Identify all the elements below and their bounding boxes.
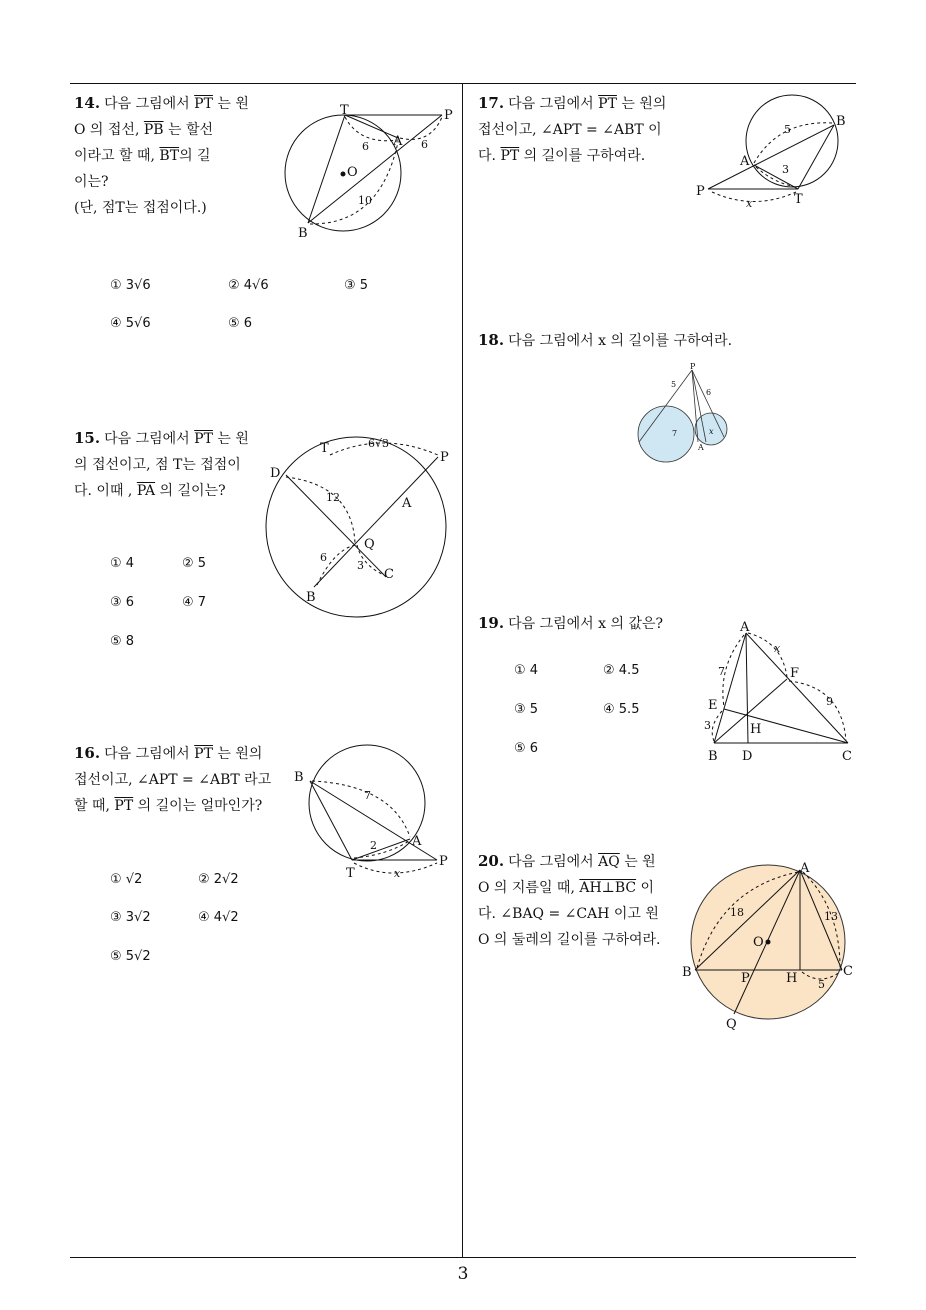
svg-text:5: 5 — [818, 978, 825, 991]
choice-16-3[interactable]: ③ 3√2 — [110, 910, 151, 925]
svg-text:P: P — [439, 854, 448, 869]
choice-14-2[interactable]: ② 4√6 — [228, 278, 269, 293]
top-rule — [70, 83, 856, 84]
svg-text:B: B — [682, 965, 692, 980]
question-19: 19. 다음 그림에서 x 의 값은? — [478, 614, 664, 632]
choice-19-1[interactable]: ① 4 — [514, 663, 539, 678]
svg-text:6: 6 — [706, 388, 712, 397]
choice-15-3[interactable]: ③ 6 — [110, 595, 135, 610]
figure-14 — [280, 100, 460, 240]
label-a: A — [393, 134, 403, 149]
svg-text:Q: Q — [364, 537, 375, 552]
choice-19-3[interactable]: ③ 5 — [514, 702, 539, 717]
question-18: 18. 다음 그림에서 x 의 길이를 구하여라. — [478, 331, 733, 349]
label-p: P — [444, 108, 453, 123]
svg-text:D: D — [270, 466, 281, 481]
svg-text:5: 5 — [671, 380, 677, 389]
choice-14-5[interactable]: ⑤ 6 — [228, 316, 253, 331]
svg-text:5: 5 — [784, 123, 791, 136]
svg-text:F: F — [790, 666, 800, 681]
question-15: 15. 다음 그림에서 $\overline{PT}$ 는 원의 접선이고, 점 T는 접점이다. 이때 , $\overline{PA}$ 의 길이는? — [74, 429, 249, 499]
bottom-rule — [70, 1257, 856, 1258]
label-o: O — [347, 165, 358, 180]
svg-text:T: T — [346, 866, 355, 881]
svg-text:6√3: 6√3 — [368, 437, 390, 450]
segment-bt: $\overline{BT}$ — [159, 148, 180, 164]
svg-text:3: 3 — [782, 163, 789, 176]
segment-pt: $\overline{PT}$ — [194, 96, 213, 112]
svg-text:x: x — [394, 867, 401, 880]
svg-text:7: 7 — [364, 789, 371, 802]
svg-text:B: B — [708, 749, 718, 764]
question-number: 14. — [74, 94, 101, 112]
choice-16-1[interactable]: ① √2 — [110, 872, 143, 887]
choice-16-4[interactable]: ④ 4√2 — [198, 910, 239, 925]
svg-text:B: B — [294, 770, 304, 785]
svg-text:A: A — [800, 861, 810, 876]
svg-text:10: 10 — [358, 194, 372, 207]
choice-19-5[interactable]: ⑤ 6 — [514, 741, 539, 756]
svg-text:C: C — [842, 749, 852, 764]
svg-text:3: 3 — [704, 719, 711, 732]
svg-text:A: A — [740, 154, 750, 169]
svg-text:T: T — [320, 441, 329, 456]
svg-text:H: H — [750, 722, 762, 737]
choice-16-5[interactable]: ⑤ 5√2 — [110, 949, 151, 964]
svg-text:A: A — [402, 496, 412, 511]
svg-text:A: A — [698, 443, 704, 452]
figure-15 — [262, 435, 462, 605]
svg-text:7: 7 — [718, 665, 725, 678]
svg-text:H: H — [786, 971, 798, 986]
svg-text:x: x — [709, 427, 714, 436]
figure-19 — [702, 617, 862, 767]
column-divider — [462, 83, 463, 1258]
choice-19-2[interactable]: ② 4.5 — [603, 663, 640, 678]
svg-text:T: T — [794, 192, 803, 207]
figure-20 — [680, 858, 860, 1038]
choice-15-1[interactable]: ① 4 — [110, 556, 135, 571]
svg-text:Q: Q — [726, 1017, 737, 1032]
svg-text:12: 12 — [326, 491, 340, 504]
question-20: 20. 다음 그림에서 $\overline{AQ}$ 는 원 O 의 지름일 때, AH⊥BC 이다. ∠BAQ = ∠CAH 이고 원 O 의 둘레의 길이를 구하여라. — [478, 852, 661, 948]
svg-text:13: 13 — [824, 910, 838, 923]
question-14: 14. 다음 그림에서 $\overline{PT}$ 는 원 O 의 접선, $\overline{PB}$ 는 할선 이라고 할 때, $\overline{BT}$의 길 이는? (단, 점T는 접점이다.) — [74, 94, 249, 216]
choice-19-4[interactable]: ④ 5.5 — [603, 702, 640, 717]
svg-text:C: C — [384, 567, 394, 582]
choice-15-5[interactable]: ⑤ 8 — [110, 634, 135, 649]
svg-text:2: 2 — [370, 839, 377, 852]
svg-text:P: P — [741, 971, 750, 986]
label-b: B — [298, 226, 308, 241]
choice-14-1[interactable]: ① 3√6 — [110, 278, 151, 293]
svg-text:18: 18 — [730, 906, 744, 919]
choice-16-2[interactable]: ② 2√2 — [198, 872, 239, 887]
question-16: 16. 다음 그림에서 $\overline{PT}$ 는 원의 접선이고, ∠APT = ∠ABT 라고 할 때, $\overline{PT}$ 의 길이는 얼마인가? — [74, 744, 272, 814]
choice-14-3[interactable]: ③ 5 — [344, 278, 369, 293]
svg-text:D: D — [742, 749, 753, 764]
svg-text:B: B — [306, 590, 316, 605]
svg-text:x: x — [774, 642, 781, 655]
svg-text:6: 6 — [320, 551, 327, 564]
svg-text:A: A — [412, 834, 422, 849]
svg-text:6: 6 — [421, 138, 428, 151]
svg-text:O: O — [753, 935, 764, 950]
label-t: T — [340, 103, 349, 118]
svg-text:3: 3 — [357, 559, 364, 572]
page-number: 3 — [457, 1264, 469, 1284]
svg-text:A: A — [740, 620, 750, 635]
svg-text:9: 9 — [826, 695, 833, 708]
svg-text:6: 6 — [362, 140, 369, 153]
svg-text:x: x — [746, 197, 753, 210]
figure-18 — [634, 362, 744, 472]
question-17: 17. 다음 그림에서 $\overline{PT}$ 는 원의 접선이고, ∠APT = ∠ABT 이다. $\overline{PT}$ 의 길이를 구하여라. — [478, 94, 667, 164]
segment-pb: $\overline{PB}$ — [143, 122, 164, 138]
svg-text:E: E — [708, 698, 718, 713]
svg-text:B: B — [836, 114, 846, 129]
choice-15-4[interactable]: ④ 7 — [182, 595, 207, 610]
svg-text:C: C — [843, 964, 853, 979]
figure-17 — [694, 95, 864, 215]
svg-text:P: P — [696, 184, 705, 199]
choice-14-4[interactable]: ④ 5√6 — [110, 316, 151, 331]
svg-text:7: 7 — [672, 429, 678, 438]
choice-15-2[interactable]: ② 5 — [182, 556, 207, 571]
svg-text:P: P — [440, 450, 449, 465]
figure-16 — [292, 745, 462, 885]
svg-text:P: P — [690, 362, 696, 371]
